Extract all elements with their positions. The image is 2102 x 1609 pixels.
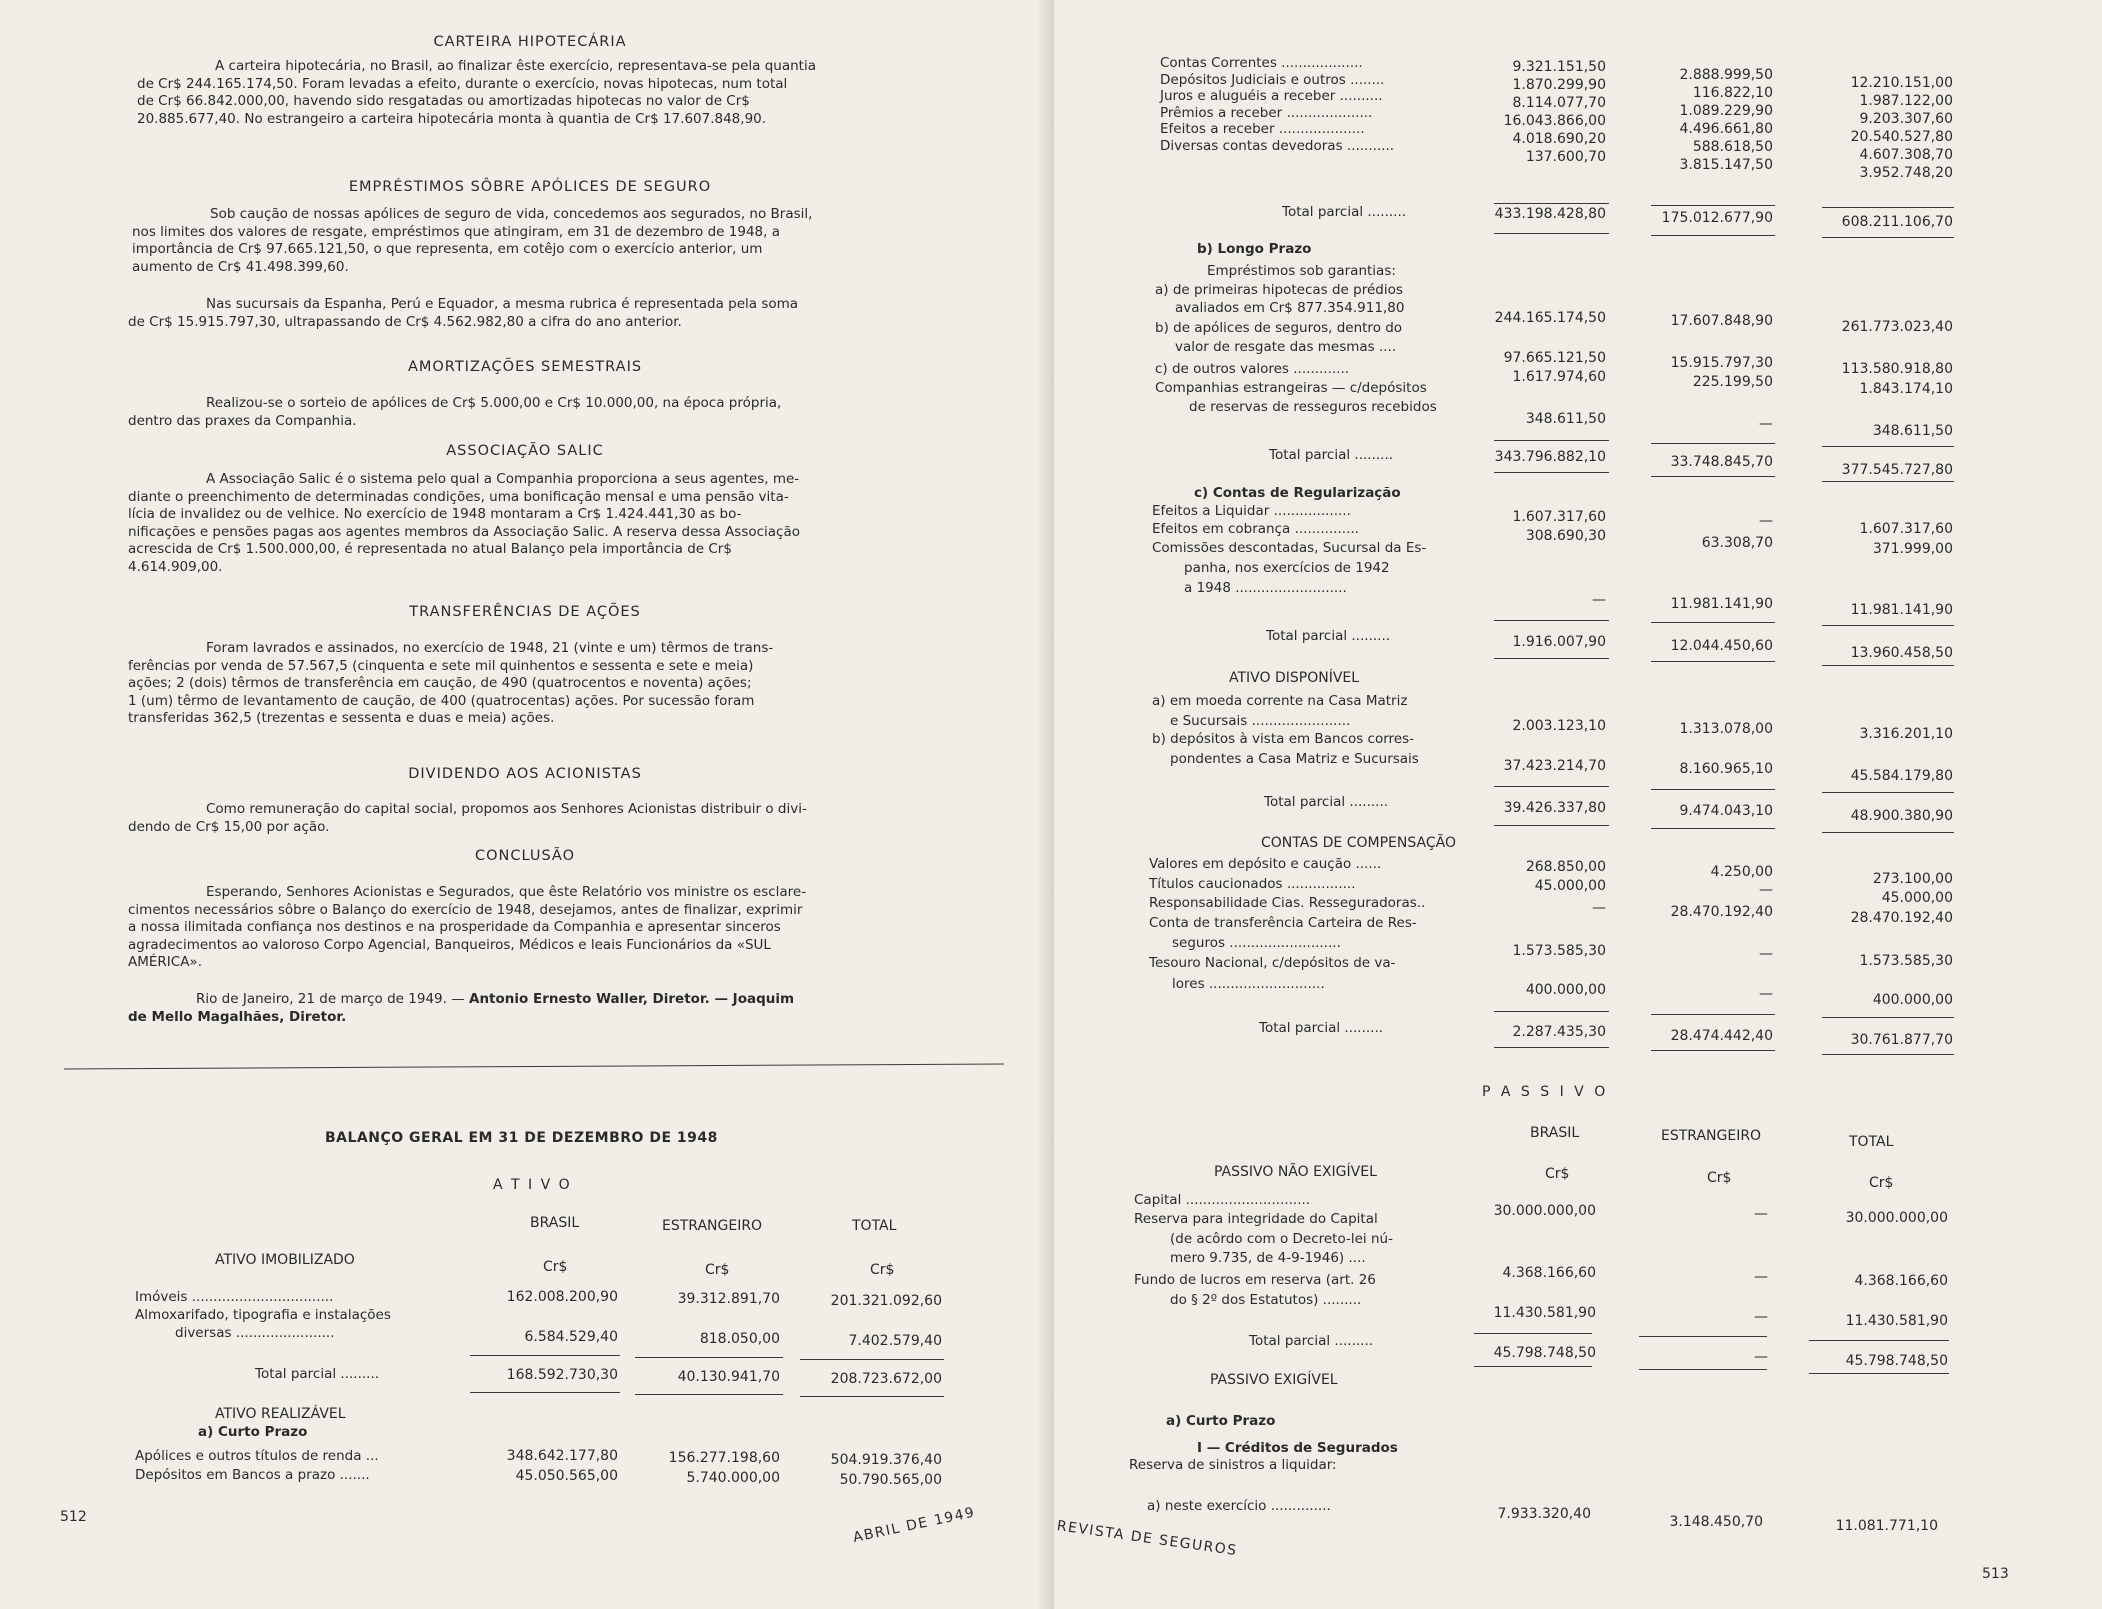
moeda-brasil: 2.003.123,10 [1512,718,1606,734]
rule [1809,1340,1949,1341]
tp-b-brasil: 343.796.882,10 [1494,449,1606,465]
crs-estrangeiro: Cr$ [705,1262,730,1278]
tp-a-estrangeiro: 175.012.677,90 [1661,210,1773,226]
tesouro-total: 400.000,00 [1872,992,1953,1008]
rule [1651,476,1775,477]
tp-c-label: Total parcial ......... [1266,628,1391,644]
rule [1822,237,1954,238]
companhias-label-1: Companhias estrangeiras — c/depósitos [1155,380,1427,396]
tp-e-label: Total parcial ......... [1259,1020,1384,1036]
titulos-brasil: 45.000,00 [1534,878,1606,894]
valores-label: Valores em depósito e caução ...... [1149,856,1382,872]
comissoes-label-1: Comissões descontadas, Sucursal da Es- [1152,540,1427,556]
footer-left: ABRIL DE 1949 [851,1504,977,1546]
ativo-realizavel-heading: ATIVO REALIZÁVEL [215,1406,346,1422]
regularizacao-heading: c) Contas de Regularização [1194,485,1401,501]
comissoes-estrangeiro: 11.981.141,90 [1670,596,1773,612]
tp1-brasil: 168.592.730,30 [506,1367,618,1383]
footer-right: REVISTA DE SEGUROS [1055,1518,1239,1560]
col-brasil-right: BRASIL [1530,1125,1580,1141]
rule [1822,792,1954,793]
tp-a-brasil: 433.198.428,80 [1494,206,1606,222]
tp-f-total: 45.798.748,50 [1845,1353,1948,1369]
outros-total: 1.843.174,10 [1859,381,1953,397]
efeitos-liquidar-label: Efeitos a Liquidar .................. [1152,503,1351,519]
ativo-imobilizado-heading: ATIVO IMOBILIZADO [215,1252,355,1268]
moeda-label-2: e Sucursais ....................... [1170,713,1351,729]
tp-d-brasil: 39.426.337,80 [1503,800,1606,816]
tp-b-label: Total parcial ......... [1269,447,1394,463]
capital-estrangeiro: — [1754,1206,1768,1222]
rule [1474,1333,1592,1334]
apolices-label-1: b) de apólices de seguros, dentro do [1155,320,1403,336]
heading-amortizacoes: AMORTIZAÇÕES SEMESTRAIS [407,359,643,375]
apolices-brasil: 97.665.121,50 [1503,350,1606,366]
rule [1651,828,1775,829]
comissoes-total: 11.981.141,90 [1850,602,1953,618]
tp-f-label: Total parcial ......... [1249,1333,1374,1349]
neste-exercicio-estrangeiro: 3.148.450,70 [1669,1514,1763,1530]
rule [470,1355,620,1356]
fundo-total: 11.430.581,90 [1845,1313,1948,1329]
depositos-estrangeiro: 5.740.000,00 [686,1470,780,1486]
conta-transf-label-1: Conta de transferência Carteira de Res- [1149,915,1417,931]
crs-brasil-right: Cr$ [1545,1166,1570,1182]
reserva-label-1: Reserva para integridade do Capital [1134,1211,1378,1227]
hipotecas-brasil: 244.165.174,50 [1494,310,1606,326]
fundo-label-1: Fundo de lucros em reserva (art. 26 [1134,1272,1376,1288]
reserva-label-3: mero 9.735, de 4-9-1946) .... [1170,1250,1366,1266]
crs-total-right: Cr$ [1869,1175,1894,1191]
imoveis-total: 201.321.092,60 [830,1293,942,1309]
passivo-nao-exigivel-heading: PASSIVO NÃO EXIGÍVEL [1214,1164,1377,1180]
rule [1474,1366,1592,1367]
rule [1651,205,1775,206]
rule [1822,625,1954,626]
rule [1494,658,1609,659]
crs-total: Cr$ [870,1262,895,1278]
tp-b-estrangeiro: 33.748.845,70 [1670,454,1773,470]
rule [1822,832,1954,833]
moeda-estrangeiro: 1.313.078,00 [1679,721,1773,737]
rule [1822,446,1954,447]
rule [800,1396,944,1397]
paragraph-carteira: A carteira hipotecária, no Brasil, ao finalizar êste exercício, representava-se pela quantia de Cr$ 244.165.174,50. Foram levadas a efeito, durante o exercício, novas hipotecas, num total de Cr$ 66.842.000,00, havendo sido resgatadas ou amortizadas hipotecas no valor de Cr$ 20.885.677,40. No estrangeiro a carteira hipotecária monta à quantia de Cr$ 17.607.848,90. [137,58,816,127]
conta-transf-label-2: seguros .......................... [1172,935,1341,951]
neste-exercicio-total: 11.081.771,10 [1835,1518,1938,1534]
efeitos-cobranca-total: 371.999,00 [1872,541,1953,557]
companhias-brasil: 348.611,50 [1525,411,1606,427]
responsabilidade-brasil: — [1592,900,1606,916]
conta-transf-brasil: 1.573.585,30 [1512,943,1606,959]
heading-transferencias: TRANSFERÊNCIAS DE AÇÕES [409,604,641,620]
longo-prazo-heading: b) Longo Prazo [1197,241,1312,257]
apolices-total: 113.580.918,80 [1841,361,1953,377]
col-total: TOTAL [852,1218,897,1234]
efeitos-liquidar-estrangeiro: — [1759,513,1773,529]
rule [1494,786,1609,787]
signature-block: Rio de Janeiro, 21 de março de 1949. — Antonio Ernesto Waller, Diretor. — Joaquim de Mello Magalhães, Diretor. [128,991,795,1025]
rule [1651,661,1775,662]
rule [1651,622,1775,623]
tp-d-total: 48.900.380,90 [1850,808,1953,824]
total-parcial-label: Total parcial ......... [255,1366,380,1382]
almoxarifado-label-2: diversas ....................... [175,1325,335,1341]
conta-transf-estrangeiro: — [1759,946,1773,962]
tp-a-label: Total parcial ......... [1282,204,1407,220]
imoveis-label: Imóveis ................................. [135,1289,334,1305]
capital-label: Capital ............................. [1134,1192,1311,1208]
tp-a-total: 608.211.106,70 [1841,214,1953,230]
tp-e-total: 30.761.877,70 [1850,1032,1953,1048]
tp-e-brasil: 2.287.435,30 [1512,1024,1606,1040]
rule [1639,1336,1767,1337]
heading-dividendo: DIVIDENDO AOS ACIONISTAS [408,766,642,782]
rule [1494,472,1609,473]
outros-brasil: 1.617.974,60 [1512,369,1606,385]
efeitos-cobranca-label: Efeitos em cobrança ............... [1152,521,1359,537]
rule [1822,1054,1954,1055]
almoxarifado-label-1: Almoxarifado, tipografia e instalações [135,1307,391,1323]
titulos-total: 45.000,00 [1881,890,1953,906]
passivo-exigivel-heading: PASSIVO EXIGÍVEL [1210,1372,1338,1388]
section-divider [64,1064,1004,1070]
depositos-brasil: 45.050.565,00 [515,1468,618,1484]
paragraph-salic: A Associação Salic é o sistema pelo qual a Companhia proporciona a seus agentes, me- diante o preenchimento de determinadas condições, uma bonificação mensal e uma pensão vita- lícia de invalidez ou de velhice. No exercício de 1948 montaram a Cr$ 1.424.441,30 as bo- nificações e pensões pagas aos agentes membros da Associação Salic. A reserva dessa Associação acrescida de Cr$ 1.500.000,00, é representada no atual Balanço pela importância de Cr$ 4.614.909,00. [128,471,801,575]
right-page [1054,0,2102,1609]
contas-compensacao-heading: CONTAS DE COMPENSAÇÃO [1261,835,1456,851]
tp-f-estrangeiro: — [1754,1349,1768,1365]
neste-exercicio-brasil: 7.933.320,40 [1497,1506,1591,1522]
ativo-disponivel-heading: ATIVO DISPONÍVEL [1229,670,1360,686]
page-number-right: 513 [1982,1566,2009,1582]
capital-total: 30.000.000,00 [1845,1210,1948,1226]
tp-c-estrangeiro: 12.044.450,60 [1670,638,1773,654]
moeda-label-1: a) em moeda corrente na Casa Matriz [1152,693,1408,709]
responsabilidade-estrangeiro: 28.470.192,40 [1670,904,1773,920]
paragraph-sucursais: Nas sucursais da Espanha, Perú e Equador, a mesma rubrica é representada pela soma de Cr$ 15.915.797,30, ultrapassando de Cr$ 4.562.982,80 a cifra do ano anterior. [128,296,799,330]
rule [1651,443,1775,444]
paragraph-conclusao: Esperando, Senhores Acionistas e Segurados, que êste Relatório vos ministre os esclare- cimentos necessários sôbre o Balanço do exercício de 1948, desejamos, antes de finalizar, exprimir a nossa ilimitada confiança nos destinos e na prosperidade da Companhia e apresentar sinceros agradecimentos ao valoroso Corpo Agencial, Banqueiros, Médicos e leais Funcionários da «SUL AMÉRICA». [128,884,807,970]
rule [1651,789,1775,790]
reserva-brasil: 4.368.166,60 [1502,1265,1596,1281]
almoxarifado-estrangeiro: 818.050,00 [699,1331,780,1347]
tesouro-label-2: lores ........................... [1172,976,1325,992]
depositos-vista-label-2: pondentes a Casa Matriz e Sucursais [1170,751,1419,767]
depositos-vista-label-1: b) depósitos à vista em Bancos corres- [1152,731,1414,747]
tp-c-total: 13.960.458,50 [1850,645,1953,661]
rule [635,1357,783,1358]
apolices-label: Apólices e outros títulos de renda ... [135,1448,379,1464]
col-estrangeiro: ESTRANGEIRO [662,1218,763,1234]
curto-prazo-heading: a) Curto Prazo [198,1424,308,1440]
rule [1651,235,1775,236]
apolices-brasil: 348.642.177,80 [506,1448,618,1464]
titulos-estrangeiro: — [1759,882,1773,898]
valores-estrangeiro: 4.250,00 [1710,864,1773,880]
fundo-label-2: do § 2º dos Estatutos) ......... [1170,1292,1362,1308]
heading-conclusao: CONCLUSÃO [474,848,576,864]
paragraph-transferencias: Foram lavrados e assinados, no exercício de 1948, 21 (vinte e um) têrmos de trans- ferências por venda de 57.567,5 (cinquenta e sete mil quinhentos e sessenta e sete e meia) ações; 2 (dois) têrmos de transferência em caução, de 490 (quatrocentos e noventa) ações; 1 (um) têrmo de levantamento de caução, de 400 (quatrocentas) ações. Por sucessão foram transferidas 362,5 (trezentas e sessenta e duas e meia) ações. [128,640,774,726]
rule [635,1394,783,1395]
responsabilidade-total: 28.470.192,40 [1850,910,1953,926]
rule [1822,481,1954,482]
contas-total: 12.210.151,00 1.987.122,00 9.203.307,60 20.540.527,80 4.607.308,70 3.952.748,20 [1850,75,1953,181]
rule [1494,440,1609,441]
hipotecas-label-1: a) de primeiras hipotecas de prédios [1155,282,1403,298]
reserva-label-2: (de acôrdo com o Decreto-lei nú- [1170,1231,1393,1247]
efeitos-liquidar-brasil: 1.607.317,60 [1512,509,1606,525]
efeitos-cobranca-estrangeiro: 63.308,70 [1701,535,1773,551]
comissoes-label-3: a 1948 .......................... [1184,580,1347,596]
reserva-estrangeiro: — [1754,1269,1768,1285]
imoveis-brasil: 162.008.200,90 [506,1289,618,1305]
tp-f-brasil: 45.798.748,50 [1493,1345,1596,1361]
heading-carteira: CARTEIRA HIPOTECÁRIA [433,34,627,50]
tp-b-total: 377.545.727,80 [1841,462,1953,478]
hipotecas-total: 261.773.023,40 [1841,319,1953,335]
paragraph-dividendo: Como remuneração do capital social, propomos aos Senhores Acionistas distribuir o divi- dendo de Cr$ 15,00 por ação. [128,801,807,835]
depositos-total: 50.790.565,00 [839,1472,942,1488]
page-number-left: 512 [60,1509,87,1525]
comissoes-brasil: — [1592,592,1606,608]
col-total-right: TOTAL [1849,1134,1894,1150]
fundo-estrangeiro: — [1754,1309,1768,1325]
depositos-vista-brasil: 37.423.214,70 [1503,758,1606,774]
apolices-label-2: valor de resgate das mesmas .... [1175,339,1397,355]
efeitos-liquidar-total: 1.607.317,60 [1859,521,1953,537]
paragraph-amortizacoes: Realizou-se o sorteio de apólices de Cr$ 5.000,00 e Cr$ 10.000,00, na época própria, dentro das praxes da Companhia. [128,395,782,429]
reserva-sinistros-label: Reserva de sinistros a liquidar: [1129,1457,1337,1473]
passivo-header: P A S S I V O [1482,1084,1609,1100]
companhias-total: 348.611,50 [1872,423,1953,439]
crs-brasil: Cr$ [543,1259,568,1275]
reserva-total: 4.368.166,60 [1854,1273,1948,1289]
tp1-estrangeiro: 40.130.941,70 [677,1369,780,1385]
outros-label: c) de outros valores ............. [1155,361,1350,377]
rule [470,1392,620,1393]
rule [1494,1011,1609,1012]
rule [1809,1373,1949,1374]
apolices-estrangeiro: 15.915.797,30 [1670,355,1773,371]
fundo-brasil: 11.430.581,90 [1493,1305,1596,1321]
valores-total: 273.100,00 [1872,871,1953,887]
tesouro-estrangeiro: — [1759,986,1773,1002]
hipotecas-estrangeiro: 17.607.848,90 [1670,313,1773,329]
hipotecas-label-2: avaliados em Cr$ 877.354.911,80 [1175,300,1405,316]
tp-e-estrangeiro: 28.474.442,40 [1670,1028,1773,1044]
responsabilidade-label: Responsabilidade Cias. Resseguradoras.. [1149,895,1426,911]
companhias-estrangeiro: — [1759,416,1773,432]
paragraph-emprestimos: Sob caução de nossas apólices de seguro de vida, concedemos aos segurados, no Brasil, nos limites dos valores de resgate, empréstimos que atingiram, em 31 de dezembro de 1948, a importância de Cr$ 97.665.121,50, o que representa, em cotêjo com o exercício anterior, um aumento de Cr$ 41.498.399,60. [132,206,813,275]
contas-brasil: 9.321.151,50 1.870.299,90 8.114.077,70 16.043.866,00 4.018.690,20 137.600,70 [1503,59,1606,165]
rule [1639,1369,1767,1370]
tp-c-brasil: 1.916.007,90 [1512,634,1606,650]
capital-brasil: 30.000.000,00 [1493,1203,1596,1219]
heading-salic: ASSOCIAÇÃO SALIC [446,443,604,459]
balanco-title: BALANÇO GERAL EM 31 DE DEZEMBRO DE 1948 [325,1130,718,1146]
rule [800,1359,944,1360]
depositos-vista-estrangeiro: 8.160.965,10 [1679,761,1773,777]
apolices-estrangeiro: 156.277.198,60 [668,1450,780,1466]
tp-d-estrangeiro: 9.474.043,10 [1679,803,1773,819]
rule [1494,825,1609,826]
companhias-label-2: de reservas de resseguros recebidos [1189,399,1437,415]
imoveis-estrangeiro: 39.312.891,70 [677,1291,780,1307]
rule [1651,1050,1775,1051]
tesouro-brasil: 400.000,00 [1525,982,1606,998]
pe-curto-prazo: a) Curto Prazo [1166,1413,1276,1429]
tp-d-label: Total parcial ......... [1264,794,1389,810]
valores-brasil: 268.850,00 [1525,859,1606,875]
rule [1822,665,1954,666]
tp1-total: 208.723.672,00 [830,1371,942,1387]
ativo-header: A T I V O [493,1177,572,1193]
rule [1822,1017,1954,1018]
depositos-vista-total: 45.584.179,80 [1850,768,1953,784]
crs-estrangeiro-right: Cr$ [1707,1170,1732,1186]
efeitos-cobranca-brasil: 308.690,30 [1525,528,1606,544]
creditos-segurados-heading: I — Créditos de Segurados [1197,1440,1398,1456]
apolices-total: 504.919.376,40 [830,1452,942,1468]
col-brasil: BRASIL [530,1215,580,1231]
tesouro-label-1: Tesouro Nacional, c/depósitos de va- [1149,955,1396,971]
rule [1494,1047,1609,1048]
rule [1494,233,1609,234]
emprestimos-label: Empréstimos sob garantias: [1207,263,1396,279]
rule [1494,620,1609,621]
moeda-total: 3.316.201,10 [1859,726,1953,742]
contas-estrangeiro: 2.888.999,50 116.822,10 1.089.229,90 4.496.661,80 588.618,50 3.815.147,50 [1679,67,1773,173]
contas-labels: Contas Correntes ................... Depósitos Judiciais e outros ........ Juros e aluguéis a receber .......... Prêmios a receber .................... Efeitos a receber .................... Diversas contas devedoras ........... [1160,55,1395,154]
rule [1651,1014,1775,1015]
almoxarifado-total: 7.402.579,40 [848,1333,942,1349]
titulos-label: Títulos caucionados ................ [1149,876,1356,892]
rule [1822,207,1954,208]
col-estrangeiro-right: ESTRANGEIRO [1661,1128,1762,1144]
almoxarifado-brasil: 6.584.529,40 [524,1329,618,1345]
comissoes-label-2: panha, nos exercícios de 1942 [1184,560,1390,576]
neste-exercicio-label: a) neste exercício .............. [1147,1498,1331,1514]
depositos-label: Depósitos em Bancos a prazo ....... [135,1467,370,1483]
heading-emprestimos: EMPRÉSTIMOS SÔBRE APÓLICES DE SEGURO [348,179,712,195]
outros-estrangeiro: 225.199,50 [1692,374,1773,390]
conta-transf-total: 1.573.585,30 [1859,953,1953,969]
